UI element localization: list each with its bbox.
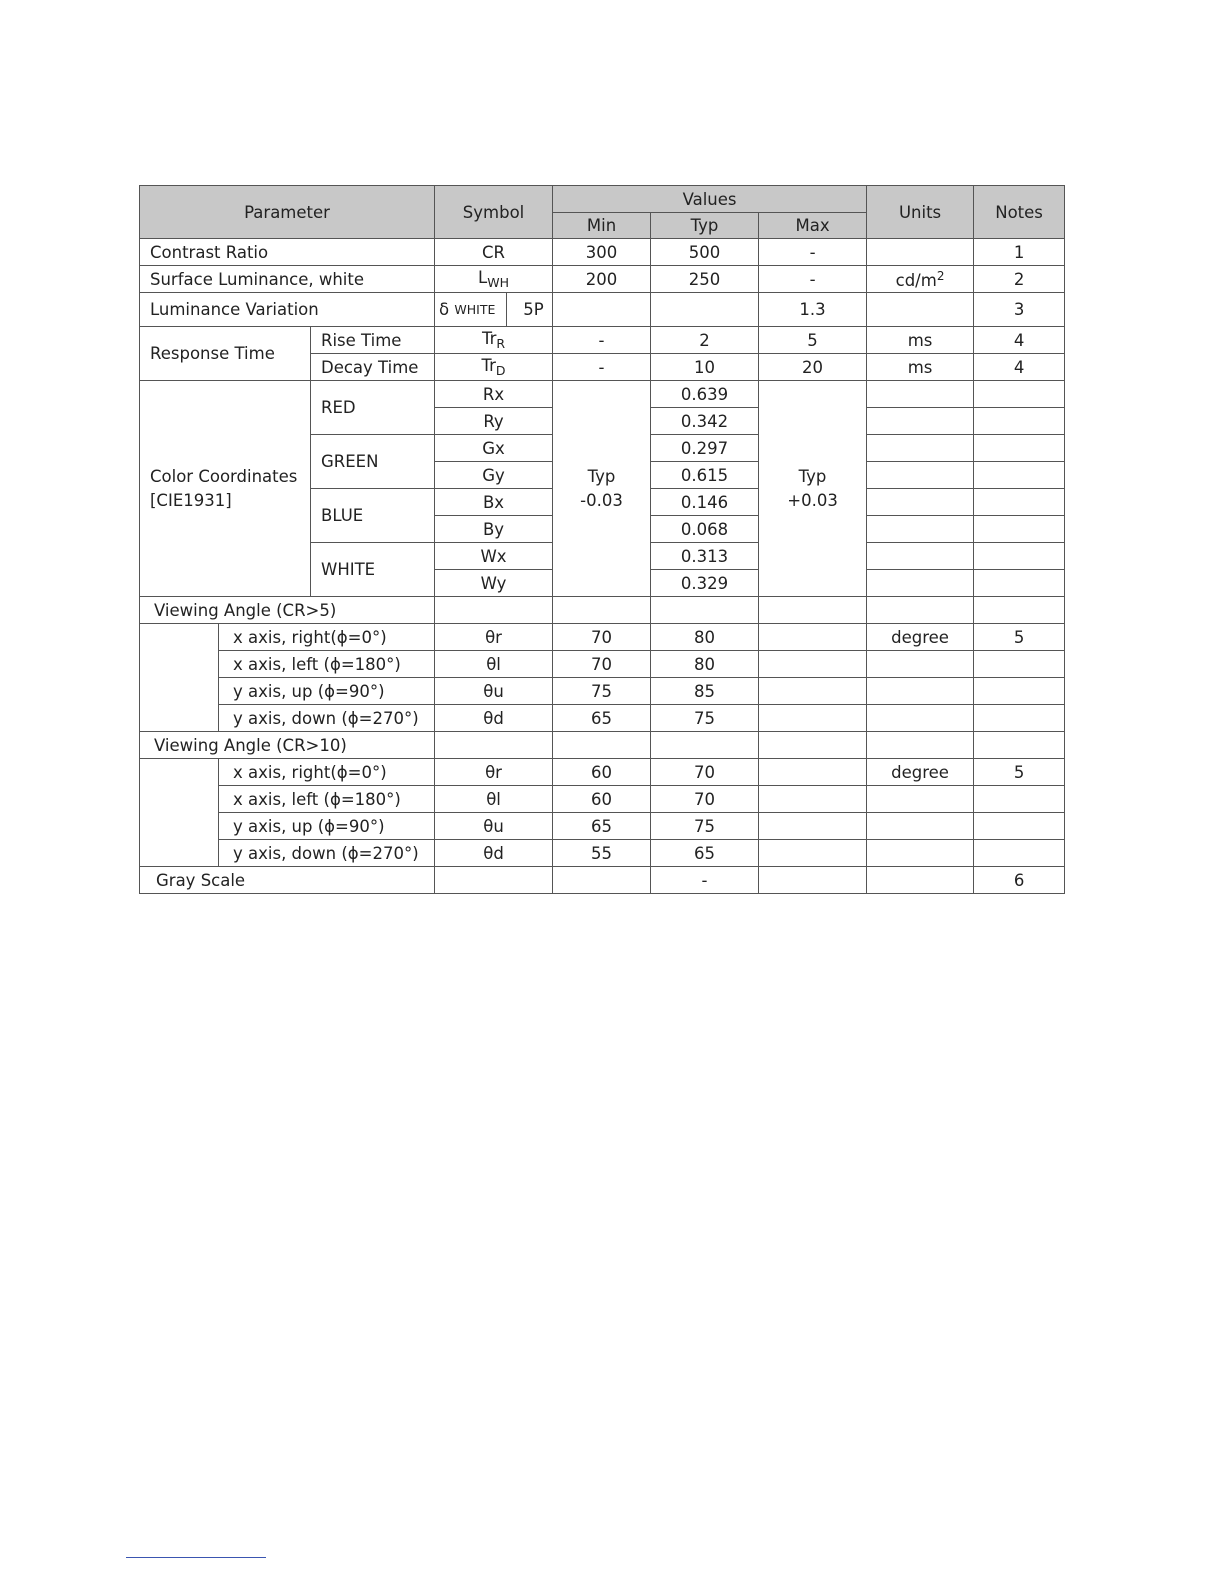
color-param-line1: Color Coordinates [150, 466, 298, 486]
table-row [140, 597, 1065, 624]
min-cell [553, 867, 651, 894]
units-cell [867, 381, 974, 408]
header-parameter: Parameter [140, 186, 435, 239]
units-cell [867, 293, 974, 327]
symbol-cell: Gx [435, 435, 553, 462]
header-values: Values [553, 186, 867, 213]
units-cell [867, 678, 974, 705]
typ-cell: 0.146 [651, 489, 759, 516]
notes-cell [974, 705, 1065, 732]
typ-cell: 250 [651, 266, 759, 293]
symbol-cell: By [435, 516, 553, 543]
typ-cell: 70 [651, 786, 759, 813]
subparam-cell: Rise Time [311, 327, 435, 354]
symbol-cell: Wy [435, 570, 553, 597]
max-cell: - [759, 266, 867, 293]
max-cell [759, 624, 867, 651]
header-typ: Typ [651, 213, 759, 239]
header-units: Units [867, 186, 974, 239]
symbol-main: Tr [481, 356, 496, 375]
max-cell: 5 [759, 327, 867, 354]
header-symbol: Symbol [435, 186, 553, 239]
notes-cell [974, 489, 1065, 516]
notes-cell [974, 570, 1065, 597]
header-max: Max [759, 213, 867, 239]
typ-cell: 0.297 [651, 435, 759, 462]
units-sup: 2 [936, 268, 945, 283]
notes-cell [974, 651, 1065, 678]
min-cell: 55 [553, 840, 651, 867]
min-cell: 60 [553, 759, 651, 786]
typ-cell: 75 [651, 705, 759, 732]
param-cell: Response Time [140, 327, 311, 381]
section-title-cr10: Viewing Angle (CR>10) [140, 732, 435, 759]
notes-cell: 5 [974, 759, 1065, 786]
units-cell [867, 462, 974, 489]
min-cell [553, 381, 651, 597]
symbol-sub: D [495, 363, 506, 378]
typ-cell: 0.313 [651, 543, 759, 570]
typ-cell [651, 732, 759, 759]
symbol-extra: 5P [523, 300, 544, 319]
symbol-cell [435, 732, 553, 759]
min-cell: - [553, 354, 651, 381]
color-param [150, 465, 297, 513]
notes-cell [974, 786, 1065, 813]
units-cell [867, 408, 974, 435]
color-max-line2: +0.03 [787, 490, 838, 510]
symbol-delta [435, 293, 507, 326]
units-cell [867, 489, 974, 516]
typ-cell: 0.329 [651, 570, 759, 597]
symbol-cell: θl [435, 651, 553, 678]
symbol-cell: θr [435, 759, 553, 786]
typ-cell: 80 [651, 651, 759, 678]
param-cell: Contrast Ratio [140, 239, 435, 266]
typ-cell: 80 [651, 624, 759, 651]
min-cell: 65 [553, 705, 651, 732]
table-row [140, 840, 1065, 867]
notes-cell [974, 516, 1065, 543]
min-cell [553, 293, 651, 327]
table-row [140, 678, 1065, 705]
section-title-cr5: Viewing Angle (CR>5) [140, 597, 435, 624]
typ-cell: 0.615 [651, 462, 759, 489]
param-cell: Gray Scale [140, 867, 435, 894]
max-cell [759, 867, 867, 894]
max-cell [759, 381, 867, 597]
symbol-cell: θu [435, 678, 553, 705]
min-cell: 60 [553, 786, 651, 813]
min-cell: 75 [553, 678, 651, 705]
symbol-sub: R [496, 336, 506, 351]
max-cell: 20 [759, 354, 867, 381]
max-cell [759, 732, 867, 759]
typ-cell: - [651, 867, 759, 894]
min-cell [553, 597, 651, 624]
typ-cell: 65 [651, 840, 759, 867]
symbol-cell: Bx [435, 489, 553, 516]
units-cell [867, 266, 974, 293]
units-cell [867, 597, 974, 624]
units-cell [867, 867, 974, 894]
units-cell [867, 786, 974, 813]
param-cell [140, 381, 311, 597]
param-cell: x axis, left (ϕ=180°) [219, 786, 435, 813]
indent-cell [140, 624, 219, 732]
table-row [140, 759, 1065, 786]
table-row [140, 813, 1065, 840]
units-cell [867, 239, 974, 266]
table-row [140, 239, 1065, 266]
table-row [140, 705, 1065, 732]
typ-cell: 0.068 [651, 516, 759, 543]
table-row [140, 732, 1065, 759]
param-cell: y axis, up (ϕ=90°) [219, 678, 435, 705]
max-cell [759, 597, 867, 624]
typ-cell: 0.342 [651, 408, 759, 435]
color-max-line1: Typ [798, 466, 827, 486]
param-cell: x axis, right(ϕ=0°) [219, 759, 435, 786]
symbol-cell: Rx [435, 381, 553, 408]
symbol-cell [435, 354, 553, 381]
notes-cell [974, 732, 1065, 759]
table-row [140, 867, 1065, 894]
typ-cell: 85 [651, 678, 759, 705]
max-cell [759, 840, 867, 867]
notes-cell [974, 597, 1065, 624]
typ-cell [651, 293, 759, 327]
header-notes: Notes [974, 186, 1065, 239]
notes-cell: 1 [974, 239, 1065, 266]
typ-cell: 500 [651, 239, 759, 266]
footnote-separator [126, 1557, 266, 1558]
max-cell [759, 705, 867, 732]
table-row [140, 327, 1065, 354]
notes-cell: 5 [974, 624, 1065, 651]
min-cell [553, 732, 651, 759]
symbol-cell [435, 867, 553, 894]
notes-cell [974, 543, 1065, 570]
symbol-cell: Gy [435, 462, 553, 489]
units-cell: degree [867, 624, 974, 651]
units-main: cd/m [895, 270, 937, 290]
indent-cell [140, 759, 219, 867]
min-cell: 65 [553, 813, 651, 840]
symbol-cell: Ry [435, 408, 553, 435]
param-cell: x axis, left (ϕ=180°) [219, 651, 435, 678]
notes-cell: 3 [974, 293, 1065, 327]
typ-cell: 75 [651, 813, 759, 840]
notes-cell [974, 408, 1065, 435]
param-cell: Surface Luminance, white [140, 266, 435, 293]
notes-cell: 6 [974, 867, 1065, 894]
symbol-cell: Wx [435, 543, 553, 570]
color-min-line1: Typ [587, 466, 616, 486]
units-cell: ms [867, 354, 974, 381]
units-cell [867, 435, 974, 462]
units-cell: degree [867, 759, 974, 786]
table-row [140, 266, 1065, 293]
min-cell: 200 [553, 266, 651, 293]
notes-cell [974, 381, 1065, 408]
min-cell: 70 [553, 651, 651, 678]
notes-cell [974, 813, 1065, 840]
units-cell [867, 543, 974, 570]
color-min-line2: -0.03 [580, 490, 623, 510]
table-row [140, 651, 1065, 678]
table-row [140, 381, 1065, 408]
notes-cell [974, 435, 1065, 462]
units-cell: ms [867, 327, 974, 354]
symbol-cell: θd [435, 840, 553, 867]
symbol-main: δ [439, 300, 450, 319]
min-cell: - [553, 327, 651, 354]
typ-cell [651, 597, 759, 624]
units-cell [867, 516, 974, 543]
min-cell: 300 [553, 239, 651, 266]
notes-cell [974, 840, 1065, 867]
table-row [140, 624, 1065, 651]
max-cell [759, 678, 867, 705]
units-cell [867, 570, 974, 597]
symbol-cell [435, 597, 553, 624]
symbol-cell: θu [435, 813, 553, 840]
color-min [580, 465, 623, 513]
symbol-cell [435, 293, 553, 327]
color-group-blue: BLUE [311, 489, 435, 543]
min-cell: 70 [553, 624, 651, 651]
symbol-main: L [478, 268, 488, 287]
param-cell: y axis, down (ϕ=270°) [219, 705, 435, 732]
max-cell [759, 759, 867, 786]
symbol-cell: θl [435, 786, 553, 813]
max-cell [759, 786, 867, 813]
param-cell: y axis, up (ϕ=90°) [219, 813, 435, 840]
notes-cell [974, 678, 1065, 705]
notes-cell [974, 462, 1065, 489]
typ-cell: 10 [651, 354, 759, 381]
symbol-cell [435, 327, 553, 354]
units-cell [867, 813, 974, 840]
symbol-cell [435, 266, 553, 293]
symbol-cell: CR [435, 239, 553, 266]
typ-cell: 70 [651, 759, 759, 786]
param-cell: y axis, down (ϕ=270°) [219, 840, 435, 867]
notes-cell: 2 [974, 266, 1065, 293]
color-param-line2: [CIE1931] [150, 490, 232, 510]
units-cell [867, 651, 974, 678]
symbol-cell: θd [435, 705, 553, 732]
notes-cell: 4 [974, 327, 1065, 354]
max-cell: - [759, 239, 867, 266]
optical-spec-table [139, 185, 1065, 894]
typ-cell: 0.639 [651, 381, 759, 408]
symbol-cell: θr [435, 624, 553, 651]
color-group-red: RED [311, 381, 435, 435]
max-cell: 1.3 [759, 293, 867, 327]
subparam-cell: Decay Time [311, 354, 435, 381]
typ-cell: 2 [651, 327, 759, 354]
param-cell: Luminance Variation [140, 293, 435, 327]
header-min: Min [553, 213, 651, 239]
units-cell [867, 840, 974, 867]
notes-cell: 4 [974, 354, 1065, 381]
max-cell [759, 813, 867, 840]
color-group-white: WHITE [311, 543, 435, 597]
symbol-sub: WHITE [454, 302, 496, 317]
units-cell [867, 732, 974, 759]
symbol-sub: WH [487, 275, 510, 290]
table-row [140, 293, 1065, 327]
color-max [787, 465, 838, 513]
units-cell [867, 705, 974, 732]
table-row [140, 786, 1065, 813]
param-cell: x axis, right(ϕ=0°) [219, 624, 435, 651]
color-group-green: GREEN [311, 435, 435, 489]
symbol-main: Tr [481, 329, 497, 348]
max-cell [759, 651, 867, 678]
